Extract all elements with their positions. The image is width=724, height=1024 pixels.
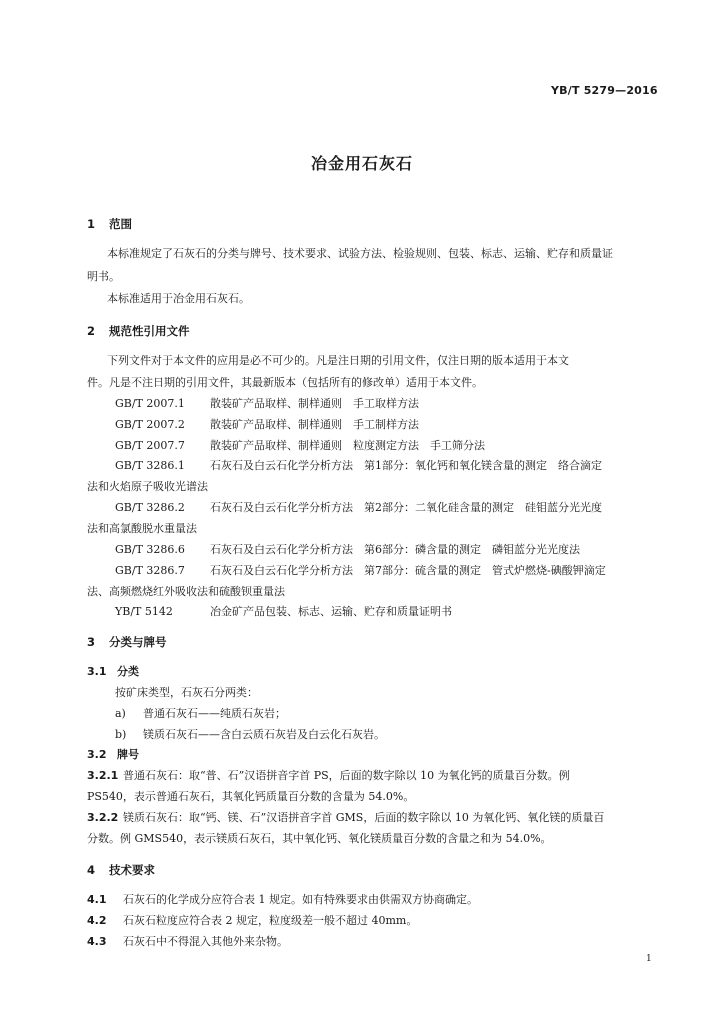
list-marker: a) [115,707,126,720]
reference-code: GB/T 3286.7 [115,564,185,577]
reference-title: 散装矿产品取样、制样通则 手工取样方法 [210,397,419,410]
section-title: 分类与牌号 [109,635,167,649]
subsection-title: 分类 [117,665,139,678]
document-title: 冶金用石灰石 [310,154,413,173]
list-item [115,726,385,742]
page-number: 1 [646,954,652,964]
reference-title: 石灰石及白云石化学分析方法 第2部分：二氧化硅含量的测定 硅钼蓝分光光度 [210,501,602,514]
paragraph-line: 本标准规定了石灰石的分类与牌号、技术要求、试验方法、检验规则、包装、标志、运输、贮存和质量证 [107,247,613,260]
reference-code: GB/T 2007.7 [115,439,185,452]
reference-item [115,457,602,473]
section-title: 技术要求 [109,863,155,877]
standard-code: YB/T 5279—2016 [551,84,658,97]
clause-text: 镁质石灰石：取“钙、镁、石”汉语拼音字首 GMS，后面的数字除以 10 为氧化钙、氧化镁的质量百 [123,811,605,824]
clause-4-3 [87,933,288,949]
reference-item [115,395,419,411]
section-title: 规范性引用文件 [109,324,190,338]
section-title: 范围 [109,217,132,231]
clause-4-1 [87,891,478,907]
subsection-3-2-heading [87,746,139,762]
reference-code: GB/T 3286.2 [115,501,185,514]
list-text: 普通石灰石——纯质石灰岩； [143,707,286,720]
reference-code: GB/T 2007.2 [115,418,185,431]
section-number: 4 [87,863,96,877]
clause-number: 4.3 [87,935,107,948]
section-4-heading [87,862,155,878]
section-number: 1 [87,217,96,231]
reference-title: 石灰石及白云石化学分析方法 第1部分：氧化钙和氧化镁含量的测定 络合滴定 [210,459,602,472]
reference-item [115,416,419,432]
reference-item [115,437,485,453]
list-marker: b) [115,728,127,741]
section-2-heading [87,323,190,339]
list-text: 镁质石灰石——含白云质石灰岩及白云化石灰岩。 [143,728,385,741]
subsection-title: 牌号 [117,748,139,761]
section-1-heading [87,216,132,232]
clause-text: 石灰石粒度应符合表 2 规定，粒度级差一般不超过 40mm。 [123,914,418,927]
subsection-number: 3.2 [87,748,107,761]
reference-continuation: 法、高频燃烧红外吸收法和硫酸钡重量法 [87,585,285,598]
clause-text: 石灰石中不得混入其他外来杂物。 [123,935,288,948]
reference-item [115,541,580,557]
paragraph-line: PS540，表示普通石灰石，其氧化钙质量百分数的含量为 54.0%。 [87,790,415,803]
clause-number: 4.2 [87,914,107,927]
clause-number: 3.2.1 [87,769,119,782]
paragraph-line: 本标准适用于冶金用石灰石。 [107,292,250,305]
paragraph-line: 明书。 [87,270,120,283]
reference-title: 冶金矿产品包装、标志、运输、贮存和质量证明书 [210,605,452,618]
reference-continuation: 法和高氯酸脱水重量法 [87,522,197,535]
reference-title: 石灰石及白云石化学分析方法 第7部分：硫含量的测定 管式炉燃烧-碘酸钾滴定 [210,564,606,577]
reference-code: GB/T 2007.1 [115,397,185,410]
subsection-number: 3.1 [87,665,107,678]
reference-title: 散装矿产品取样、制样通则 粒度测定方法 手工筛分法 [210,439,485,452]
clause-3-2-1 [87,767,570,783]
reference-item [115,499,602,515]
reference-code: GB/T 3286.1 [115,459,185,472]
reference-continuation: 法和火焰原子吸收光谱法 [87,480,208,493]
paragraph-line: 下列文件对于本文件的应用是必不可少的。凡是注日期的引用文件，仅注日期的版本适用于本文 [107,354,569,367]
reference-code: YB/T 5142 [115,605,173,618]
reference-item [115,603,452,619]
subsection-3-1-heading [87,663,139,679]
clause-4-2 [87,912,417,928]
section-3-heading [87,634,167,650]
paragraph-line: 件。凡是不注日期的引用文件，其最新版本（包括所有的修改单）适用于本文件。 [87,376,483,389]
section-number: 2 [87,324,96,338]
clause-text: 石灰石的化学成分应符合表 1 规定。如有特殊要求由供需双方协商确定。 [123,893,478,906]
reference-code: GB/T 3286.6 [115,543,185,556]
list-item [115,705,286,721]
clause-number: 3.2.2 [87,811,119,824]
paragraph-line: 分数。例 GMS540，表示镁质石灰石，其中氧化钙、氧化镁质量百分数的含量之和为 54.0%。 [87,832,552,845]
clause-3-2-2 [87,809,604,825]
section-number: 3 [87,635,96,649]
reference-title: 散装矿产品取样、制样通则 手工制样方法 [210,418,419,431]
reference-item [115,562,606,578]
clause-number: 4.1 [87,893,107,906]
clause-text: 普通石灰石：取“普、石”汉语拼音字首 PS，后面的数字除以 10 为氧化钙的质量百分数。例 [123,769,570,782]
reference-title: 石灰石及白云石化学分析方法 第6部分：磷含量的测定 磷钼蓝分光光度法 [210,543,580,556]
paragraph-line: 按矿床类型，石灰石分两类： [115,686,258,699]
